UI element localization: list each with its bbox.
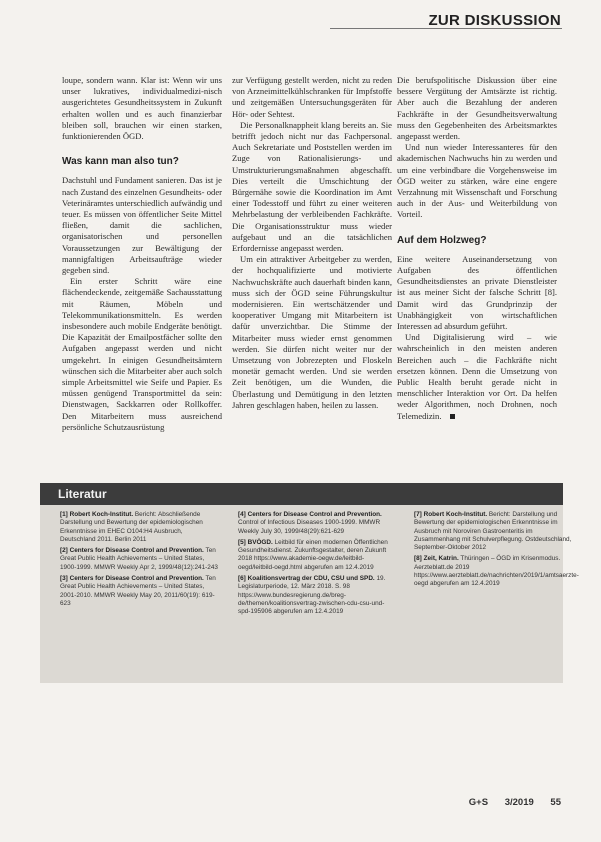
reference-item	[238, 575, 396, 616]
reference-text: Leitbild für einen modernen Öffentlichen Gesundheitsdienst. Zukunftsgestalter, deren Zukunft 2018 https://www.akademie-oegw.de/leitbild-oegd/leitbild-oegd.html abgerufen am 12.4.2019	[238, 538, 388, 571]
section-title: ZUR DISKUSSION	[428, 12, 561, 29]
paragraph: Ein erster Schritt wäre eine flächendeckende, zeitgemäße Sachausstattung mit Räumen, Möbeln und Telekommunikationsmitteln. Es werden insbesondere auch mobile Endgeräte benötigt. Die Kapazität der Emailpostfächer sollte den Aufgaben angepasst werden und nicht umgekehrt. In einigen Gesundheitsämtern wünschen sich die Mitarbeiter aber auch solch simple Arbeitsmittel wie Seife und Papier. Es müssen genügend Transportmittel da sein: Dienstwagen, Sackkarren oder Rollkoffer. Den Mitarbeitern muss ausreichend persönliche Schutzausrüstung	[62, 276, 222, 432]
reference-text: Ten Great Public Health Achievements – United States, 2001-2010. MMWR Weekly May 20, 2011/60(19): 619-623	[60, 575, 216, 607]
reference-author: [2] Centers for Disease Control and Prevention.	[60, 547, 204, 555]
reference-text: Bericht: Darstellung und Bewertung der epidemiologischen Erkenntnisse im Ausbruch mit Noroviren Gastroenteritis im Zusammenhang mit Schulverpflegung. Ostdeutschland, September-Oktober 2012	[414, 511, 572, 552]
text-column-1	[62, 75, 222, 465]
end-mark-icon	[450, 414, 455, 419]
paragraph	[397, 332, 557, 422]
reference-text: Thüringen – ÖGD im Krisenmodus. Aerzteblatt.de 2019 https://www.aerzteblatt.de/nachrichten/2019/1/amtsaerzte-oegd abgerufen am 12.4.2019	[414, 555, 579, 588]
paragraph-text: Und Digitalisierung wird – wie wahrscheinlich in den meisten anderen Bereichen auch – die Fachkräfte nicht ersetzen können. Denn die Umsetzung von Public Health beruht gerade nicht in menschlicher Interaktion vor Ort. Da helfen weder Algorithmen, noch Drohnen, noch Telemedizin.	[397, 332, 557, 421]
reference-author: [5] BVÖGD.	[238, 538, 273, 546]
paragraph: Um ein attraktiver Arbeitgeber zu werden, der hochqualifizierte und motivierte Nachwuchskräfte auch dauerhaft binden kann, muss sich der ÖGD seine Führungskultur modernisieren. Ein wertschätzender und kooperativer Umgang mit Mitarbeitern ist dafür unverzichtbar. Die Stimme der Mitarbeiter muss wieder ernst genommen werden. Sie dürfen nicht weiter nur der Umsetzung von Jobrezepten und Floskeln monetär gemacht werden. Und sie werden Zeit benötigen, um die Wunden, die Überlastung und Demütigung in den letzten Jahren geschlagen haben, heilen zu lassen.	[232, 254, 392, 410]
paragraph: Eine weitere Auseinandersetzung von Aufgaben des öffentlichen Gesundheitsdienstes an private Dienstleister ist aus meiner Sicht der falsche Schritt [8]. Damit wird das Grundprinzip der Unabhängigkeit von wirtschaftlichen Interessen ad absurdum geführt.	[397, 253, 557, 332]
paragraph: Dachstuhl und Fundament sanieren. Das ist je nach Zustand des einzelnen Gesundheits- oder Veterinäramtes unterschiedlich aufwändig und teuer. Es müssen von öffentlicher Seite Mittel fließen, damit die sachlichen, organisatorischen und personellen Voraussetzungen zur Bewältigung der mannigfaltigen Arbeitsaufträge wieder gegeben sind.	[62, 175, 222, 276]
reference-text: Control of Infectious Diseases 1900-1999. MMWR Weekly July 30, 1999/48(29):621-629	[238, 519, 381, 535]
reference-item	[414, 511, 572, 552]
reference-item	[238, 511, 396, 536]
paragraph: zur Verfügung gestellt werden, nicht zu reden von Arzneimittelkühlschranken für Impfstoffe und zeitgemäßen Untersuchungsgeräten für Hör- oder Sehtest.	[232, 75, 392, 119]
reference-author: [4] Centers for Disease Control and Prevention.	[238, 511, 382, 518]
literature-box	[40, 483, 579, 683]
reference-item	[60, 575, 218, 608]
page-footer	[455, 797, 561, 808]
paragraph: loupe, sondern wann. Klar ist: Wenn wir uns unser lukratives, individualmedizi-nisch ausgerichtetes Gesundheitssystem in Zukunft erhalten wollen und es auch finanzierbar bleiben soll, brauchen wir einen starken, funktionierenden ÖGD.	[62, 75, 222, 142]
reference-author: [6] Koalitionsvertrag der CDU, CSU und SPD.	[238, 575, 375, 583]
paragraph: Die berufspolitische Diskussion über eine bessere Vergütung der Amtsärzte ist richtig. Aber auch die Bezahlung der anderen Fachkräfte in der Gesundheitsverwaltung muss den Gegebenheiten des Arbeitsmarktes angepasst werden.	[397, 75, 557, 142]
reference-author: [7] Robert Koch-Institut.	[414, 511, 488, 518]
issue-number: 3/2019	[504, 797, 534, 808]
subheading: Was kann man also tun?	[62, 156, 179, 168]
literature-column-1	[60, 511, 218, 611]
subheading: Auf dem Holzweg?	[397, 234, 487, 246]
journal-name: G+S	[468, 797, 489, 808]
reference-author: [8] Zeit, Katrin.	[414, 555, 459, 563]
reference-item	[60, 547, 218, 572]
reference-item	[60, 511, 218, 544]
page-number: 55	[550, 797, 561, 808]
reference-item	[238, 539, 396, 572]
reference-text: 19. Legislaturperiode, 12. März 2018. S. 98 https://www.bundesregierung.de/breg-de/themen/koalitionsvertrag-zwischen-cdu-csu-und-spd-195906 abgerufen am 12.4.2019	[238, 575, 386, 616]
reference-text: Ten Great Public Health Achievements – United States, 1900-1999. MMWR Weekly Apr 2, 1999/48(12):241-243	[60, 547, 218, 571]
text-column-2	[232, 75, 392, 465]
reference-author: [3] Centers for Disease Control and Prevention.	[60, 575, 204, 583]
reference-item	[414, 555, 579, 588]
text-column-3	[397, 75, 557, 475]
literature-column-3	[414, 511, 579, 592]
paragraph: Und nun wieder Interessanteres für den akademischen Nachwuchs hin zu werden und um eine verbindbare die Vorgehensweise im ÖGD weiter zu stärken, wäre eine engere Verzahnung mit Wissenschaft und Forschung auch in der Aus- und Weiterbildung von Vorteil.	[397, 142, 557, 220]
literature-title: Literatur	[40, 483, 563, 505]
literature-column-2	[238, 511, 396, 620]
paragraph: Die Personalknappheit klang bereits an. Sie betrifft jedoch nicht nur das Fachpersonal. Auch Sekretariate und Poststellen werden im Zuge von Rationalisierungs- und Umstrukturierungsmaßnahmen abgeschafft. Dies verteilt die Umschichtung der Bürgernähe sowie die Koordination im Amt einer Todesstoff und führt zu einer weiteren Mehrbelastung der verbleibenden Fachkräfte. Die Organisationsstruktur muss wieder aufgebaut und an die tatsächlichen Erfordernisse angepasst werden.	[232, 119, 392, 254]
reference-text: Bericht: Abschließende Darstellung und Bewertung der epidemiologischen Erkenntnisse im EHEC O104:H4 Ausbruch, Deutschland 2011. Berlin 2011	[60, 511, 203, 543]
reference-author: [1] Robert Koch-Institut.	[60, 511, 134, 518]
